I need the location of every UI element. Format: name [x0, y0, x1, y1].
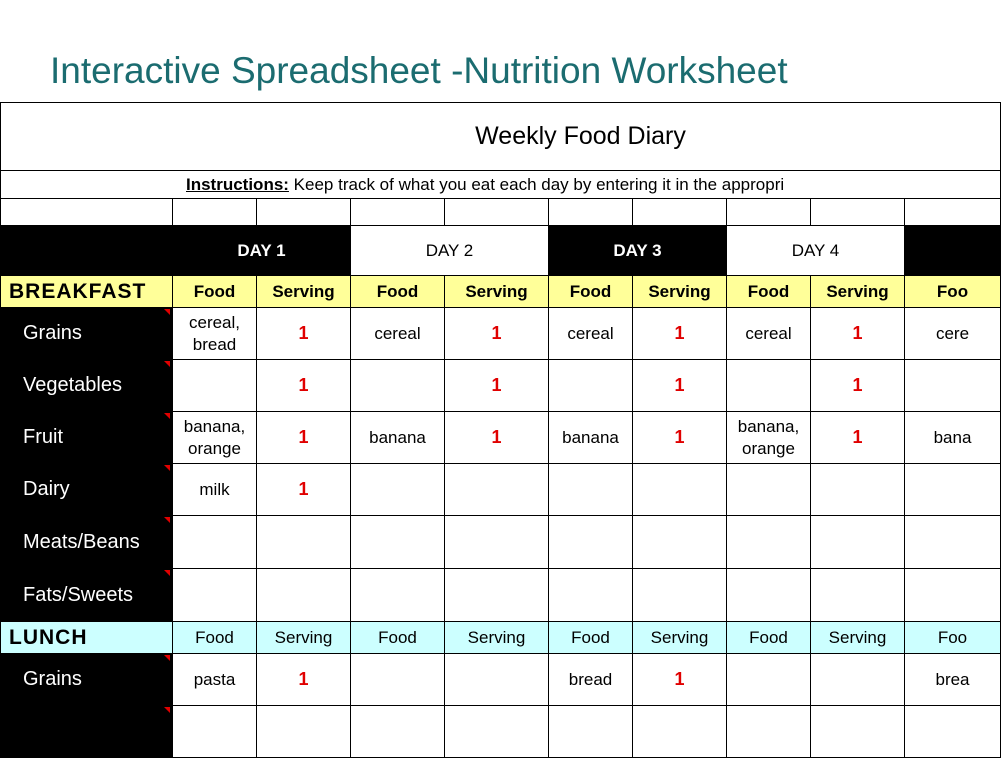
food-cell[interactable]: cereal: [351, 308, 445, 360]
category-label: [1, 412, 173, 464]
lunch-label: LUNCH: [1, 622, 173, 654]
grid-cell[interactable]: [633, 199, 727, 226]
food-cell[interactable]: [905, 516, 1001, 569]
food-cell[interactable]: [549, 569, 633, 622]
category-text: Fruit: [23, 426, 63, 448]
food-cell[interactable]: [351, 569, 445, 622]
food-cell[interactable]: [173, 516, 257, 569]
food-cell[interactable]: [727, 654, 811, 706]
comment-indicator-icon[interactable]: [164, 361, 170, 367]
breakfast-row: [1, 569, 1001, 622]
grid-cell[interactable]: [445, 199, 549, 226]
category-label: [1, 308, 173, 360]
category-label: [1, 654, 173, 706]
category-label: [1, 464, 173, 516]
serving-cell[interactable]: [811, 706, 905, 758]
food-diary-grid: [0, 102, 1001, 758]
day-header: DAY 1: [173, 226, 351, 276]
serving-cell[interactable]: 1: [257, 308, 351, 360]
lunch-row: [1, 706, 1001, 758]
serving-cell[interactable]: 1: [633, 360, 727, 412]
serving-cell[interactable]: 1: [633, 654, 727, 706]
serving-column-header: Serving: [445, 276, 549, 308]
food-cell[interactable]: [905, 360, 1001, 412]
serving-cell[interactable]: 1: [257, 412, 351, 464]
sheet-title: Weekly Food Diary: [1, 103, 1001, 171]
food-cell[interactable]: cere: [905, 308, 1001, 360]
serving-cell[interactable]: 1: [257, 464, 351, 516]
food-cell[interactable]: [351, 360, 445, 412]
serving-cell[interactable]: [811, 516, 905, 569]
serving-cell[interactable]: 1: [257, 360, 351, 412]
food-cell[interactable]: [727, 516, 811, 569]
serving-column-header: Serving: [633, 276, 727, 308]
grid-cell[interactable]: [549, 199, 633, 226]
serving-cell[interactable]: [257, 569, 351, 622]
food-cell[interactable]: [351, 654, 445, 706]
food-cell[interactable]: [173, 569, 257, 622]
food-cell[interactable]: [549, 464, 633, 516]
food-cell[interactable]: [727, 706, 811, 758]
grid-cell[interactable]: [727, 199, 811, 226]
category-text: Vegetables: [23, 374, 122, 396]
slide-title: Interactive Spreadsheet -Nutrition Worksheet: [50, 50, 788, 91]
serving-cell[interactable]: [811, 654, 905, 706]
category-label: [1, 706, 173, 758]
day-header-partial: [905, 226, 1001, 276]
food-column-header: Food: [727, 622, 811, 654]
food-cell[interactable]: [727, 569, 811, 622]
serving-cell[interactable]: [811, 464, 905, 516]
category-text: Grains: [23, 668, 82, 690]
food-cell[interactable]: [905, 569, 1001, 622]
comment-indicator-icon[interactable]: [164, 655, 170, 661]
food-cell[interactable]: pasta: [173, 654, 257, 706]
breakfast-row: [1, 412, 1001, 464]
breakfast-row: [1, 464, 1001, 516]
serving-column-header: Serving: [257, 276, 351, 308]
category-text: Grains: [23, 322, 82, 344]
food-cell[interactable]: bana: [905, 412, 1001, 464]
serving-cell[interactable]: 1: [633, 412, 727, 464]
food-cell[interactable]: banana, orange: [173, 412, 257, 464]
grid-cell[interactable]: [173, 199, 257, 226]
day-header: DAY 2: [351, 226, 549, 276]
serving-cell[interactable]: [257, 706, 351, 758]
breakfast-row: [1, 360, 1001, 412]
food-cell[interactable]: bread: [549, 654, 633, 706]
serving-cell[interactable]: 1: [445, 308, 549, 360]
serving-cell[interactable]: 1: [633, 308, 727, 360]
serving-cell[interactable]: 1: [811, 308, 905, 360]
breakfast-row: [1, 308, 1001, 360]
category-text: Fats/Sweets: [23, 583, 134, 606]
comment-indicator-icon[interactable]: [164, 309, 170, 315]
food-column-header: Food: [351, 622, 445, 654]
food-cell[interactable]: cereal, bread: [173, 308, 257, 360]
food-column-header: Food: [549, 622, 633, 654]
food-cell[interactable]: banana: [351, 412, 445, 464]
food-cell[interactable]: cereal: [727, 308, 811, 360]
food-cell[interactable]: banana, orange: [727, 412, 811, 464]
food-cell[interactable]: [351, 516, 445, 569]
serving-cell[interactable]: 1: [445, 412, 549, 464]
serving-cell[interactable]: [633, 516, 727, 569]
grid-cell[interactable]: [905, 199, 1001, 226]
food-cell[interactable]: [727, 360, 811, 412]
food-column-header: Food: [173, 276, 257, 308]
breakfast-label: BREAKFAST: [1, 276, 173, 308]
food-column-header: Food: [727, 276, 811, 308]
instructions-cell: [1, 171, 1001, 199]
category-label: [1, 569, 173, 622]
serving-cell[interactable]: 1: [257, 654, 351, 706]
title-row: [1, 103, 1001, 171]
serving-cell[interactable]: [445, 706, 549, 758]
lunch-row: [1, 654, 1001, 706]
serving-cell[interactable]: [633, 464, 727, 516]
serving-cell[interactable]: [257, 516, 351, 569]
food-cell[interactable]: [549, 516, 633, 569]
food-cell[interactable]: [173, 360, 257, 412]
food-column-header: Food: [549, 276, 633, 308]
day-header-row: [1, 226, 1001, 276]
food-cell[interactable]: milk: [173, 464, 257, 516]
serving-column-header: Serving: [257, 622, 351, 654]
food-cell[interactable]: [727, 464, 811, 516]
serving-cell[interactable]: [633, 706, 727, 758]
serving-column-header: Serving: [633, 622, 727, 654]
food-cell[interactable]: [351, 464, 445, 516]
serving-cell[interactable]: [633, 569, 727, 622]
serving-column-header: Serving: [811, 622, 905, 654]
food-cell[interactable]: [173, 706, 257, 758]
comment-indicator-icon[interactable]: [164, 570, 170, 576]
category-label: [1, 360, 173, 412]
food-column-header: Food: [351, 276, 445, 308]
corner-cell: [1, 226, 173, 276]
serving-cell[interactable]: 1: [811, 360, 905, 412]
instructions-label: Instructions:: [186, 174, 289, 194]
food-cell[interactable]: [549, 706, 633, 758]
food-cell[interactable]: cereal: [549, 308, 633, 360]
grid-cell[interactable]: [811, 199, 905, 226]
day-header: DAY 4: [727, 226, 905, 276]
serving-column-header: Serving: [811, 276, 905, 308]
comment-indicator-icon[interactable]: [164, 465, 170, 471]
breakfast-row: [1, 516, 1001, 569]
food-cell[interactable]: [549, 360, 633, 412]
serving-cell[interactable]: 1: [445, 360, 549, 412]
food-cell[interactable]: brea: [905, 654, 1001, 706]
blank-row: [1, 199, 1001, 226]
serving-column-header: Serving: [445, 622, 549, 654]
serving-cell[interactable]: [811, 569, 905, 622]
serving-cell[interactable]: [445, 569, 549, 622]
instructions-text: Keep track of what you eat each day by entering it in the appropri: [288, 174, 785, 194]
grid-cell[interactable]: [1, 199, 173, 226]
serving-cell[interactable]: [445, 654, 549, 706]
spreadsheet: [0, 102, 972, 720]
grid-cell[interactable]: [257, 199, 351, 226]
food-column-header: Foo: [905, 622, 1001, 654]
category-label: [1, 516, 173, 569]
category-text: Meats/Beans: [23, 530, 140, 553]
day-header: DAY 3: [549, 226, 727, 276]
food-column-header: Foo: [905, 276, 1001, 308]
lunch-header-row: [1, 622, 1001, 654]
comment-indicator-icon[interactable]: [164, 707, 170, 713]
instructions-row: [1, 171, 1001, 199]
food-cell[interactable]: banana: [549, 412, 633, 464]
comment-indicator-icon[interactable]: [164, 517, 170, 523]
category-text: Dairy: [23, 478, 70, 500]
food-column-header: Food: [173, 622, 257, 654]
serving-cell[interactable]: [445, 516, 549, 569]
serving-cell[interactable]: 1: [811, 412, 905, 464]
food-cell[interactable]: [905, 464, 1001, 516]
food-cell[interactable]: [905, 706, 1001, 758]
food-cell[interactable]: [351, 706, 445, 758]
comment-indicator-icon[interactable]: [164, 413, 170, 419]
grid-cell[interactable]: [351, 199, 445, 226]
serving-cell[interactable]: [445, 464, 549, 516]
breakfast-header-row: [1, 276, 1001, 308]
